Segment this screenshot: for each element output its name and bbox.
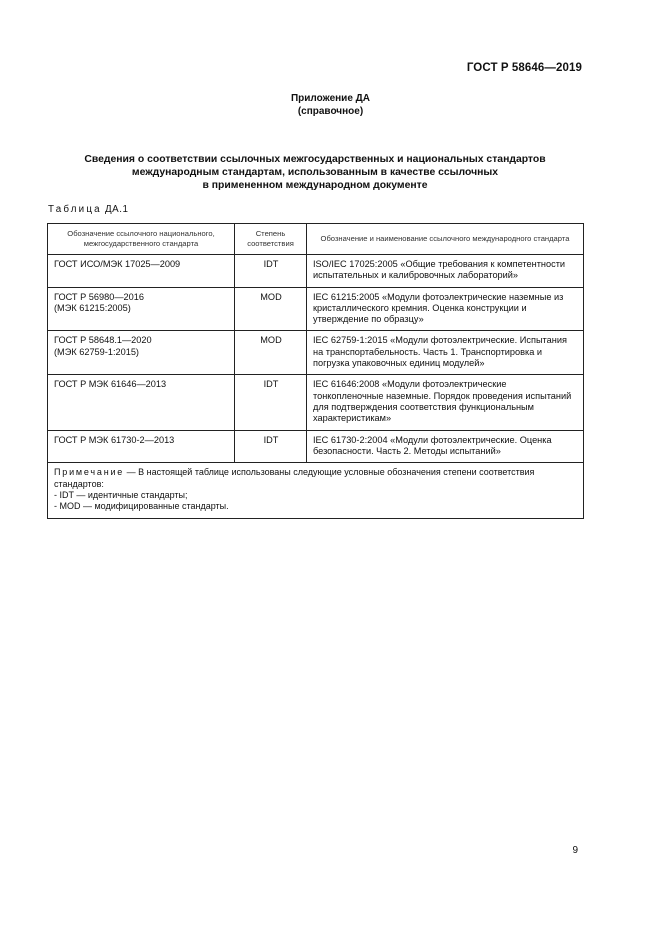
annex-subtitle: (справочное): [297, 106, 364, 117]
national-standard: ГОСТ ИСО/МЭК 17025—2009: [54, 259, 181, 269]
correspondence-table: [47, 223, 584, 519]
table-note: [48, 463, 584, 519]
international-standard-cell: ISO/IEC 17025:2005 «Общие требования к компетентности испытательных и калибровочных лабораторий»: [307, 255, 584, 288]
table-label-word: Таблица: [48, 204, 102, 215]
national-standard-cell: [48, 430, 235, 463]
table-header-row: [48, 224, 584, 255]
document-title-line: Сведения о соответствии ссылочных межгосударственных и национальных стандартов: [84, 154, 546, 165]
note-item: - MOD — модифицированные стандарты.: [54, 501, 229, 512]
table-label: [48, 204, 128, 215]
national-standard-cell: [48, 255, 235, 288]
national-standard: ГОСТ Р 56980—2016: [54, 291, 144, 302]
national-standard-cell: [48, 287, 235, 331]
table-row: [48, 287, 584, 331]
table-row: [48, 375, 584, 430]
international-standard-cell: IEC 61730-2:2004 «Модули фотоэлектрические. Оценка безопасности. Часть 2. Методы испытаний»: [307, 430, 584, 463]
annex-heading: [0, 92, 661, 118]
standard-code: ГОСТ Р 58646—2019: [466, 62, 582, 74]
national-standard: ГОСТ Р МЭК 61646—2013: [54, 379, 167, 390]
international-standard-cell: IEC 62759-1:2015 «Модули фотоэлектрические. Испытания на транспортабельность. Часть 1. Транспортировка и погрузка упаковочных единиц модулей»: [307, 331, 584, 375]
national-standard-cell: [48, 375, 235, 430]
note-paragraph: [54, 467, 578, 490]
document-title: [60, 153, 570, 192]
document-title-line: в примененном международном документе: [202, 180, 428, 191]
table-row: [48, 255, 584, 288]
table-row: [48, 331, 584, 375]
international-standard-cell: IEC 61215:2005 «Модули фотоэлектрические наземные из кристаллического кремния. Оценка конструкции и утверждение по образцу»: [307, 287, 584, 331]
table-note-row: [48, 463, 584, 519]
table-row: [48, 430, 584, 463]
national-standard-note: (МЭК 61215:2005): [54, 302, 131, 313]
header-national-standard: Обозначение ссылочного национального, межгосударственного стандарта: [48, 224, 235, 255]
national-standard-cell: [48, 331, 235, 375]
annex-title: Приложение ДА: [290, 93, 371, 104]
national-standard: ГОСТ Р МЭК 61730-2—2013: [54, 434, 175, 445]
international-standard-cell: IEC 61646:2008 «Модули фотоэлектрические тонкопленочные наземные. Порядок проведения испытаний для подтверждения соответствия функциональным характеристикам»: [307, 375, 584, 430]
degree-cell: IDT: [235, 430, 307, 463]
page-number: 9: [572, 845, 578, 856]
note-item: - IDT — идентичные стандарты;: [54, 489, 188, 500]
degree-cell: MOD: [235, 331, 307, 375]
document-title-line: международным стандартам, использованным в качестве ссылочных: [131, 167, 499, 178]
degree-cell: IDT: [235, 375, 307, 430]
national-standard: ГОСТ Р 58648.1—2020: [54, 335, 152, 346]
note-text: — В настоящей таблице использованы следующие условные обозначения степени соответствия стандартов:: [54, 467, 535, 489]
degree-cell: IDT: [235, 255, 307, 288]
degree-cell: MOD: [235, 287, 307, 331]
header-international-standard: Обозначение и наименование ссылочного международного стандарта: [307, 224, 584, 255]
national-standard-note: (МЭК 62759-1:2015): [54, 346, 139, 357]
header-degree: Степень соответствия: [235, 224, 307, 255]
note-heading: Примечание: [54, 467, 125, 478]
table-label-number: ДА.1: [105, 204, 129, 215]
